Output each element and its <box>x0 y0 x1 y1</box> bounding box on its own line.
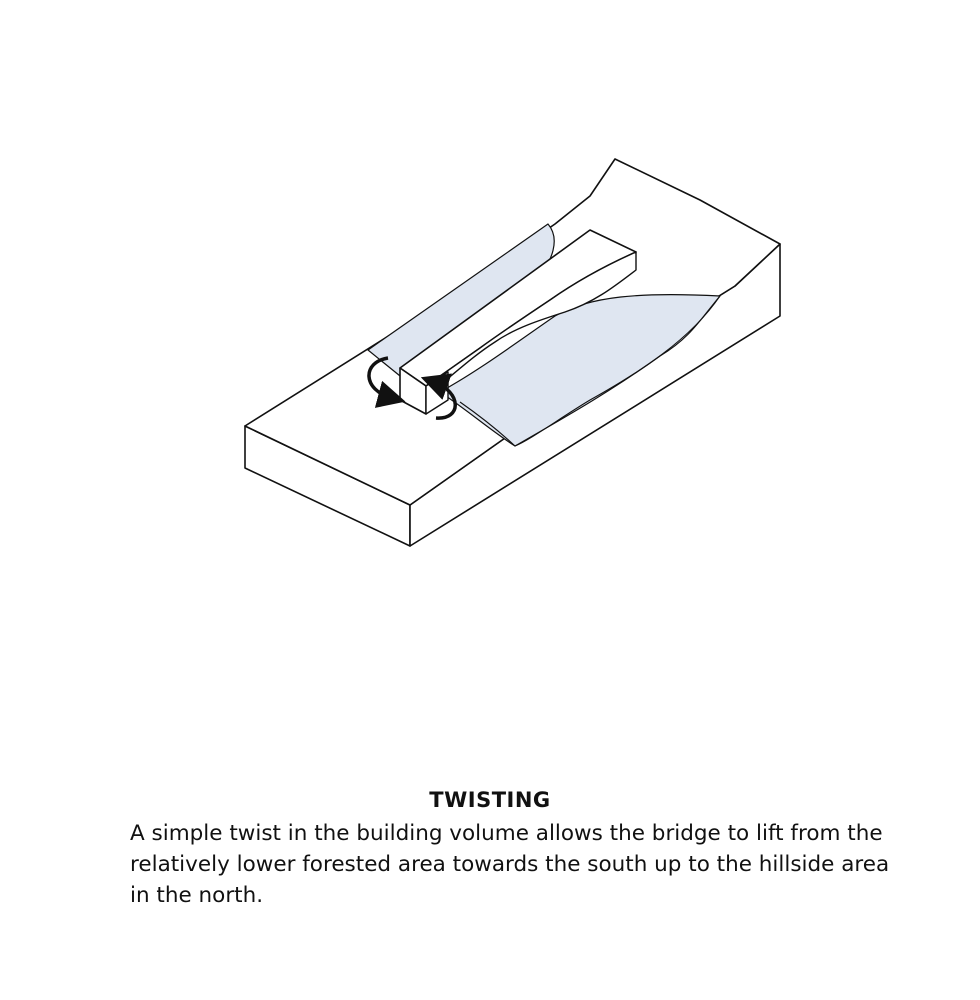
diagram-title: TWISTING <box>429 788 551 812</box>
diagram-caption: A simple twist in the building volume allows the bridge to lift from the relatively lower forested area towards the south up to the hillside area in the north. <box>130 821 890 908</box>
